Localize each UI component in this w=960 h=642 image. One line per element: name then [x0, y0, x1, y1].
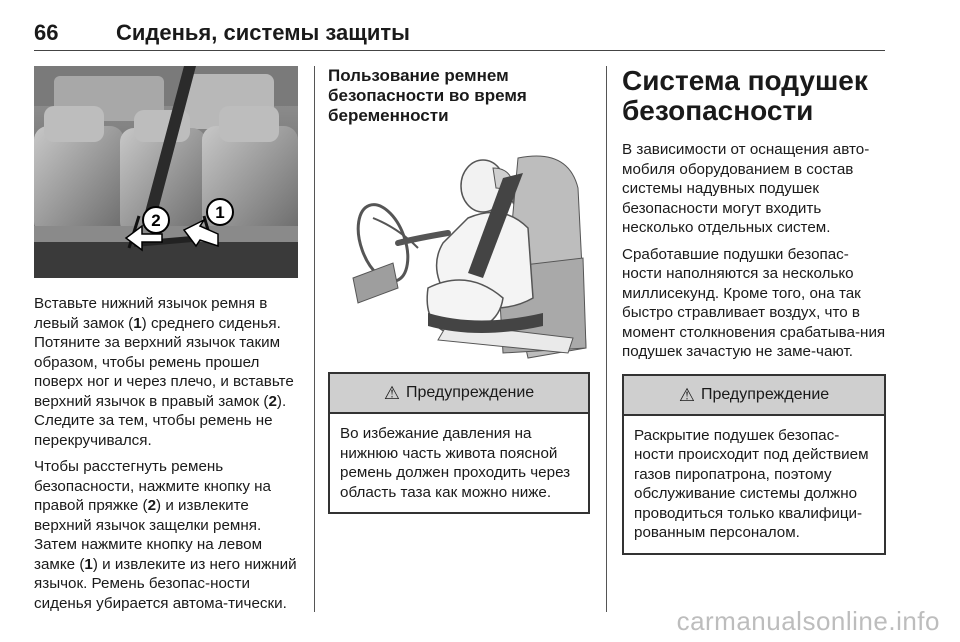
warning-triangle-icon: ⚠	[678, 384, 695, 405]
callout-1: 1	[215, 203, 225, 222]
text-run: ). Следите за тем, чтобы ремень не перекручивался.	[34, 392, 287, 449]
bold-ref: 1	[84, 555, 93, 573]
column-2	[328, 66, 590, 514]
seat-belt-figure	[34, 66, 298, 278]
pregnancy-figure	[328, 148, 590, 360]
text-run: ) среднего сиденья. Потяните за верхний язычок таким образом, чтобы ремень прошел поверх ног и через плечо, и вставьте верхний язычок в правый замок (	[34, 314, 294, 410]
column-divider-1	[314, 66, 315, 612]
text-run: Вставьте нижний язычок ремня в левый замок (	[34, 295, 268, 332]
bold-ref: 1	[133, 314, 142, 332]
section-heading-airbags: Система подушек безопасности	[622, 65, 868, 126]
warning-header	[624, 376, 884, 416]
bold-ref: 2	[147, 497, 157, 514]
callout-2: 2	[151, 211, 161, 230]
warning-box-pregnancy	[328, 372, 590, 514]
warning-text: Во избежание давления на нижнюю часть живота поясной ремень должен проходить через область таза как можно ниже.	[340, 425, 571, 501]
paragraph-unfasten	[34, 457, 300, 613]
warning-text: Раскрытие подушек безопас-ности происходит под действием газов пиропатрона, поэтому обслуживание системы должно проводиться только квалифици-рованным персоналом.	[634, 426, 869, 541]
paragraph-fasten	[34, 294, 300, 450]
rear-seats-illustration	[34, 66, 298, 278]
warning-triangle-icon: ⚠	[383, 383, 400, 403]
warning-title: Предупреждение	[405, 384, 535, 401]
bold-ref: 2	[268, 392, 277, 410]
column-3	[622, 66, 886, 555]
page-header	[34, 20, 885, 52]
page-title: Сиденья, системы защиты	[116, 20, 410, 45]
header-divider	[34, 50, 885, 51]
warning-box-airbag	[622, 374, 886, 555]
text-run: Чтобы расстегнуть ремень безопасности, нажмите кнопку на правой пряжке (	[34, 458, 271, 514]
paragraph-airbag-systems: В зависимости от оснащения авто-мобиля оборудованием в состав системы надувных подушек безопасности могут входить несколько отдельных систем.	[622, 141, 870, 236]
watermark: carmanualsonline.info	[676, 606, 940, 636]
text-run: ) и извлеките из него нижний язычок. Ремень безопас-ности сиденья убирается автома-тически.	[34, 555, 297, 612]
column-divider-2	[606, 66, 607, 612]
warning-header	[330, 374, 588, 414]
pregnant-driver-illustration	[328, 148, 590, 360]
paragraph-airbag-deploy: Сработавшие подушки безопас-ности наполняются за несколько миллисекунд. Кроме того, она так быстро стравливает воздух, что в момент столкновения срабатыва-ния подушек зачастую не заме-чают.	[622, 245, 886, 360]
text-run: ) и извлеките верхний язычок защелки ремня. Затем нажмите кнопку на левом замке (	[34, 497, 263, 573]
warning-title: Предупреждение	[700, 385, 830, 403]
column-1	[34, 66, 300, 620]
page-number: 66	[34, 20, 59, 45]
section-heading-pregnancy: Пользование ремнем безопасности во время беременности	[328, 66, 527, 125]
